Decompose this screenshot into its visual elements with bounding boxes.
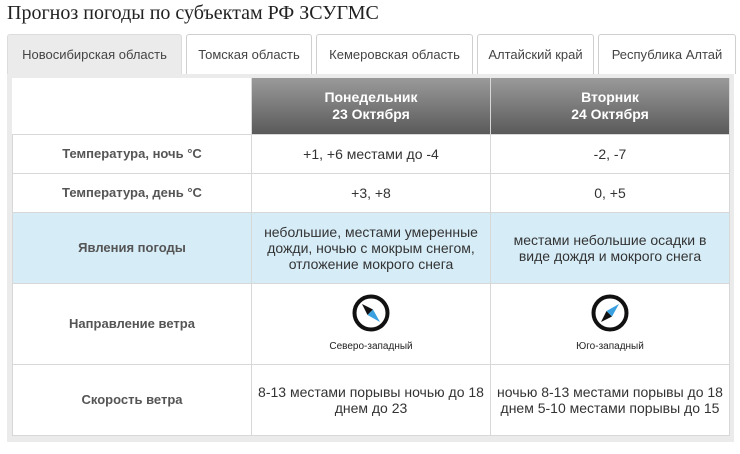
cell-wind xyxy=(252,283,491,364)
row-label: Температура, день °C xyxy=(13,173,252,212)
row-wind-direction xyxy=(13,283,730,364)
day-header-monday xyxy=(252,78,491,134)
row-wind-speed xyxy=(13,364,730,435)
row-label: Явления погоды xyxy=(13,212,252,283)
wind-direction-text: Северо-западный xyxy=(329,340,413,352)
row-temp-day xyxy=(13,173,730,212)
tab-tomsk[interactable]: Томская область xyxy=(186,34,312,74)
row-label: Направление ветра xyxy=(13,283,252,364)
forecast-panel xyxy=(7,74,734,442)
row-weather xyxy=(13,212,730,283)
tab-kemerovo[interactable]: Кемеровская область xyxy=(316,34,473,74)
tab-altai-republic[interactable]: Республика Алтай xyxy=(598,34,736,74)
day-name: Понедельник xyxy=(324,88,418,105)
page-title: Прогноз погоды по субъектам РФ ЗСУГМС xyxy=(7,2,379,24)
compass-southwest-icon xyxy=(590,293,630,333)
tab-altai-krai[interactable]: Алтайский край xyxy=(477,34,594,74)
cell-value: 0, +5 xyxy=(491,173,730,212)
day-date: 23 Октября xyxy=(332,105,410,122)
cell-value: ночью 8-13 местами порывы до 18 днем 5-10 местами порывы до 15 xyxy=(491,364,730,435)
tab-novosibirsk[interactable]: Новосибирская область xyxy=(7,34,182,74)
table-corner xyxy=(13,78,252,134)
cell-value: небольшие, местами умеренные дожди, ночью с мокрым снегом, отложение мокрого снега xyxy=(252,212,491,283)
forecast-table xyxy=(12,78,730,436)
cell-value: -2, -7 xyxy=(491,134,730,173)
cell-value: 8-13 местами порывы ночью до 18 днем до 23 xyxy=(252,364,491,435)
row-label: Скорость ветра xyxy=(13,364,252,435)
day-date: 24 Октября xyxy=(571,105,649,122)
row-temp-night xyxy=(13,134,730,173)
cell-value: +3, +8 xyxy=(252,173,491,212)
cell-value: +1, +6 местами до -4 xyxy=(252,134,491,173)
day-name: Вторник xyxy=(581,88,639,105)
compass-northwest-icon xyxy=(351,293,391,333)
cell-wind xyxy=(491,283,730,364)
wind-direction-text: Юго-западный xyxy=(576,340,644,352)
day-header-tuesday xyxy=(491,78,730,134)
cell-value: местами небольшие осадки в виде дождя и мокрого снега xyxy=(491,212,730,283)
region-tabs xyxy=(7,34,736,74)
row-label: Температура, ночь °C xyxy=(13,134,252,173)
